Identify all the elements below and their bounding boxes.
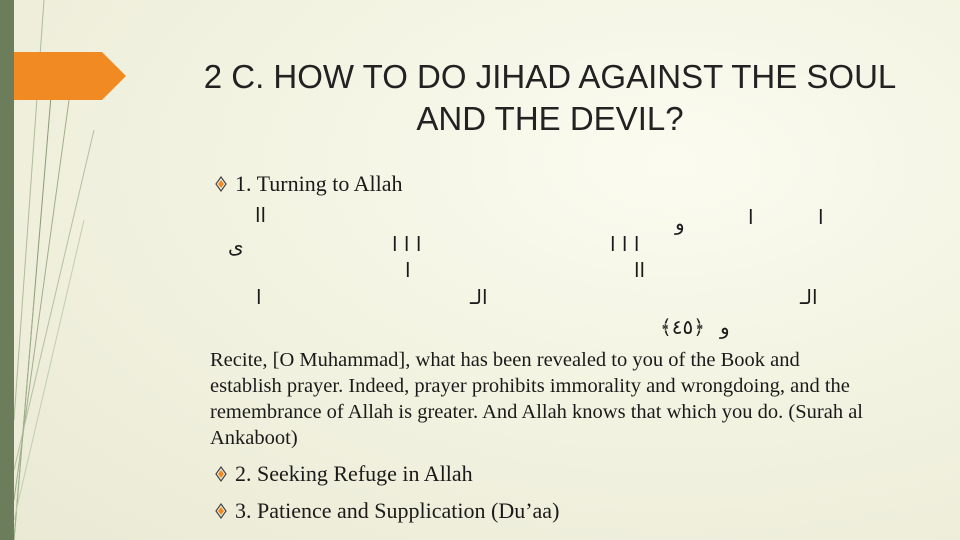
arabic-fragment: ى xyxy=(228,234,244,258)
arabic-fragment: و xyxy=(720,315,730,339)
arabic-fragment: الـ xyxy=(470,285,488,309)
bullet-turning-to-allah xyxy=(215,171,402,197)
arabic-fragment: ا ا ا xyxy=(392,232,422,256)
arabic-fragment: ا xyxy=(818,205,824,229)
arabic-fragment: ا xyxy=(748,205,754,229)
bullet-text: 1. Turning to Allah xyxy=(235,171,403,196)
verse-number: ﴾٤٥﴿ xyxy=(660,315,705,339)
arabic-fragment: الـ xyxy=(800,285,818,309)
diamond-bullet-icon xyxy=(215,176,227,192)
diamond-bullet-icon xyxy=(215,503,227,519)
arabic-fragment: ا xyxy=(405,258,411,282)
bullet-seeking-refuge xyxy=(215,461,473,487)
bullet-patience-supplication xyxy=(215,498,559,524)
verse-translation: Recite, [O Muhammad], what has been revealed to you of the Book and establish prayer. Indeed, prayer prohibits immorality and wrongdoing, and the remembrance of Allah is greater. And Allah knows that which you do. (Surah al Ankaboot) xyxy=(210,349,863,449)
bullet-text: 2. Seeking Refuge in Allah xyxy=(235,461,473,486)
arabic-fragment: اا xyxy=(634,258,646,282)
left-accent-bar xyxy=(0,0,14,540)
arabic-fragment: ا xyxy=(256,285,262,309)
title-arrow-marker xyxy=(14,52,126,100)
bullet-text: 3. Patience and Supplication (Du’aa) xyxy=(235,498,560,523)
arabic-fragment: و xyxy=(675,211,685,235)
diamond-bullet-icon xyxy=(215,466,227,482)
slide-title: 2 C. HOW TO DO JIHAD AGAINST THE SOUL AND THE DEVIL? xyxy=(203,58,897,137)
arabic-fragment: اا xyxy=(255,203,267,227)
arabic-fragment: ا ا ا xyxy=(610,232,640,256)
